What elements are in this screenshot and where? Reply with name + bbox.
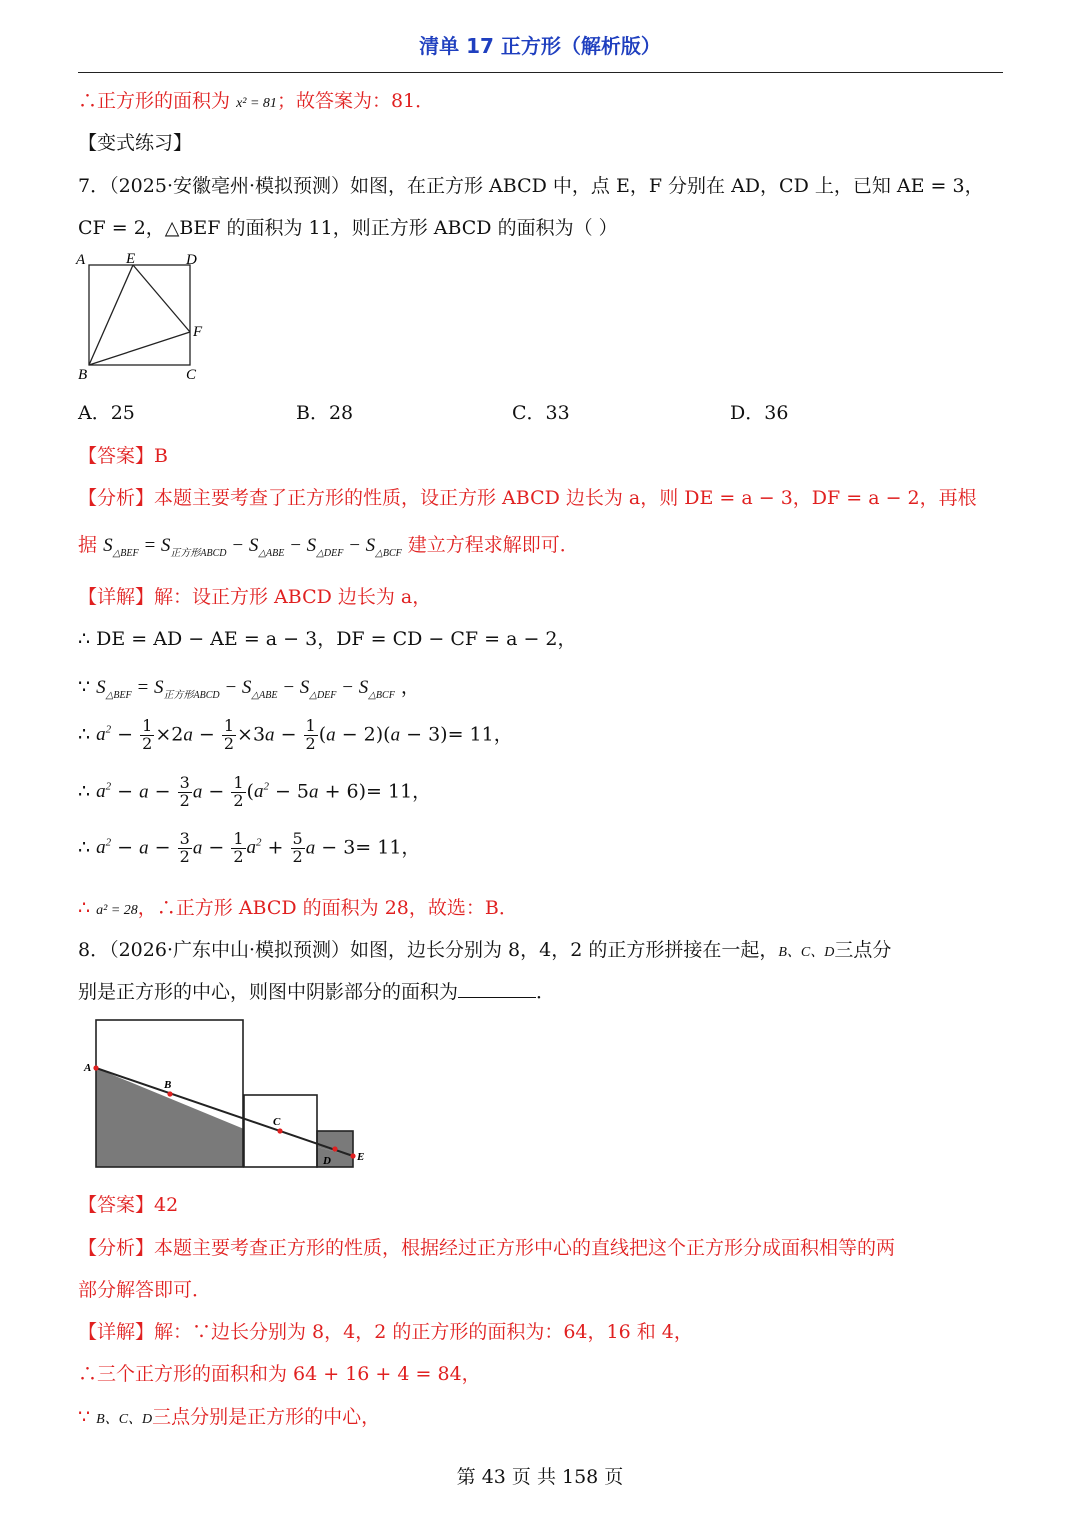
label-d: D bbox=[186, 252, 197, 268]
point-e bbox=[350, 1153, 355, 1158]
label-f: F bbox=[193, 324, 203, 340]
q8-analysis-line1: 【分析】本题主要考查正方形的性质，根据经过正方形中心的直线把这个正方形分成面积相等的两 bbox=[78, 1237, 896, 1259]
q8-detail-2: ∴三个正方形的面积和为 64 + 16 + 4 = 84， bbox=[78, 1363, 481, 1385]
q7-choice-c: C．33 bbox=[512, 402, 570, 424]
label-a: A bbox=[84, 1062, 92, 1074]
answer-blank bbox=[458, 981, 536, 998]
q8-squares-figure bbox=[80, 1015, 375, 1175]
label-c: C bbox=[186, 367, 197, 383]
point-d bbox=[332, 1146, 337, 1151]
page-header-title: 清单 17 正方形（解析版） bbox=[419, 34, 661, 58]
label-b: B bbox=[164, 1079, 172, 1091]
q7-final: ∴ a² = 28，∴正方形 ABCD 的面积为 28，故选：B． bbox=[78, 897, 518, 919]
label-b: B bbox=[78, 367, 88, 383]
q8-detail-head: 【详解】解：∵边长分别为 8，4，2 的正方形的面积为：64，16 和 4， bbox=[78, 1321, 693, 1343]
section-label: 【变式练习】 bbox=[78, 132, 193, 154]
q7-step-3: ∴ $a^2$ − $\frac{1}{2}$ ×2a − $\frac{1}{2}$ ×3a − $\frac{1}{2}$ (a − 2)(a − 3)= 11， bbox=[78, 716, 513, 753]
label-c: C bbox=[273, 1116, 281, 1128]
q7-analysis-line2: 据 $S_{\triangle BEF} = S_{正方形ABCD} - S_{\triangle ABE} - S_{\triangle DEF} - S_{\triangle BCF}$ 建立方程求解即可． bbox=[78, 534, 579, 559]
q8-detail-3: ∵ B、C、D三点分别是正方形的中心， bbox=[78, 1406, 381, 1428]
segment-ef bbox=[133, 265, 190, 332]
segment-be bbox=[89, 265, 133, 365]
point-b bbox=[167, 1091, 172, 1096]
label-e: E bbox=[126, 251, 136, 267]
page-number: 第 43 页 共 158 页 bbox=[456, 1466, 624, 1488]
segment-bf bbox=[89, 332, 190, 365]
header-divider bbox=[78, 72, 1003, 73]
q8-stem-line1: 8．（2026·广东中山·模拟预测）如图，边长分别为 8，4，2 的正方形拼接在一起，B、C、D三点分 bbox=[78, 939, 892, 961]
q7-detail-head: 【详解】解：设正方形 ABCD 边长为 a， bbox=[78, 586, 432, 608]
prev-solution-line: ∴正方形的面积为 x² = 81；故答案为：81． bbox=[78, 90, 435, 112]
shaded-region bbox=[96, 1068, 353, 1167]
q7-stem-line1: 7．（2025·安徽亳州·模拟预测）如图，在正方形 ABCD 中，点 E，F 分别在 AD，CD 上，已知 AE = 3， bbox=[78, 175, 984, 197]
q7-choice-d: D．36 bbox=[730, 402, 789, 424]
q7-step-5: ∴ $a^2 - a$ − $\frac{3}{2}$ a − $\frac{1}{2}$ $a^2$ + $\frac{5}{2}$ a − 3= 11， bbox=[78, 829, 421, 866]
q7-square-figure bbox=[70, 248, 220, 388]
q7-step-4: ∴ $a^2 - a$ − $\frac{3}{2}$ a − $\frac{1}{2}$ $(a^2 - 5a + 6)= 11$， bbox=[78, 773, 432, 810]
q8-stem-line2: 别是正方形的中心，则图中阴影部分的面积为 ． bbox=[78, 981, 556, 1003]
point-c bbox=[277, 1128, 282, 1133]
q8-analysis-line2: 部分解答即可． bbox=[78, 1279, 212, 1301]
q7-choice-b: B．28 bbox=[296, 402, 354, 424]
q7-step-1: ∴ DE = AD − AE = a − 3，DF = CD − CF = a − 2， bbox=[78, 628, 577, 650]
q7-step-2: ∵ $S_{\triangle BEF} = S_{正方形ABCD} - S_{\triangle ABE} - S_{\triangle DEF} - S_{\triangle BCF}$ ， bbox=[78, 676, 420, 701]
q7-choice-a: A．25 bbox=[78, 402, 135, 424]
label-d: D bbox=[323, 1155, 331, 1167]
q7-stem-line2: CF = 2，△BEF 的面积为 11，则正方形 ABCD 的面积为（ ） bbox=[78, 217, 618, 239]
q7-analysis-line1: 【分析】本题主要考查了正方形的性质，设正方形 ABCD 边长为 a，则 DE = a − 3，DF = a − 2，再根 bbox=[78, 487, 977, 509]
q8-answer: 【答案】42 bbox=[78, 1194, 179, 1216]
label-e: E bbox=[357, 1151, 365, 1163]
label-a: A bbox=[76, 252, 86, 268]
point-a bbox=[93, 1065, 98, 1070]
q7-answer: 【答案】B bbox=[78, 445, 168, 467]
